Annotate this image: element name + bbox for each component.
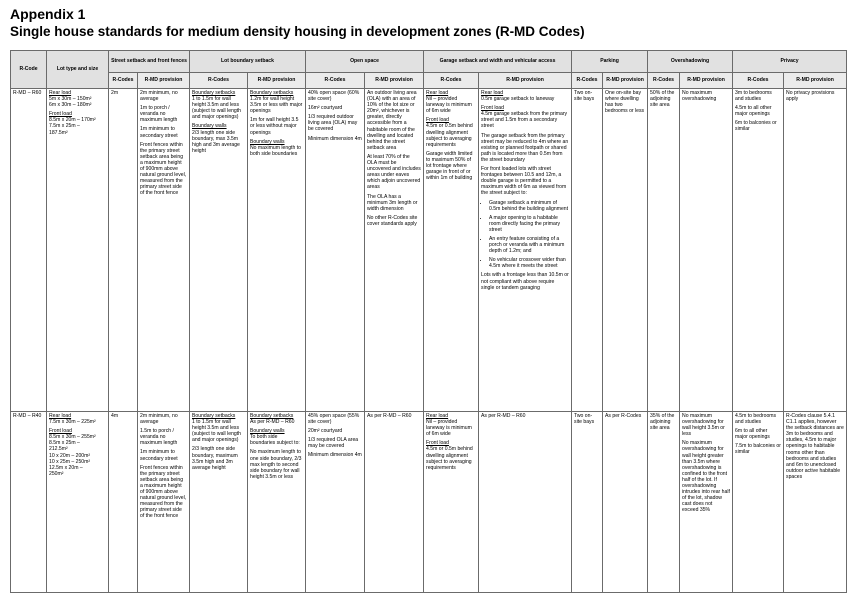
front-load-label: Front load xyxy=(481,105,504,112)
boundary-rcodes-cell xyxy=(190,89,248,412)
street-rcodes-cell: 4m xyxy=(109,412,138,593)
street-rmd-text: 1m minimum to secondary street xyxy=(140,449,178,462)
privacy-rmd-cell: R-Codes clause 5.4.1 C1.1 applies, however the setback distances are 3m to bedrooms and studies, 4.5m to major openings to habitable rooms other than bedrooms and studies and 6m to unenclosed outdoor active habitable spaces xyxy=(784,412,847,593)
col-header-street-setback: Street setback and front fences xyxy=(109,51,190,73)
subheader-rmd: R-MD provision xyxy=(138,73,190,89)
privacy-rmd-cell: No privacy provisions apply xyxy=(784,89,847,412)
overshadowing-text: No maximum overshadowing for wall height 3.5m or less xyxy=(682,413,725,438)
street-rmd-text: Front fences within the primary street setback area being a maximum height of 900mm above natural ground level, measured from the primary street side of the front fence xyxy=(140,464,187,520)
rear-load-sizes: 5m x 30m – 150m² 6m x 30m – 180m² xyxy=(49,96,92,109)
rear-load-label: Rear load xyxy=(49,90,72,96)
street-rmd-text: 1m to porch / veranda no maximum length xyxy=(140,105,178,124)
subheader-rcodes: R-Codes xyxy=(190,73,248,89)
overshadowing-rmd-cell xyxy=(680,89,733,412)
garage-text: 4.5m or 0.5m behind dwelling alignment subject to averaging requirements xyxy=(426,446,473,471)
rcode-cell: R-MD – R60 xyxy=(11,89,47,412)
garage-text: Nil – provided laneway is minimum of 6m wide xyxy=(426,419,472,438)
open-text: 45% open space (55% site cover) xyxy=(308,413,360,426)
garage-rmd-cell xyxy=(479,89,572,412)
open-rmd-cell: As per R-MD – R60 xyxy=(365,412,424,593)
subheader-rcodes: R-Codes xyxy=(424,73,479,89)
rcode-cell: R-MD – R40 xyxy=(11,412,47,593)
boundary-walls-label: Boundary walls xyxy=(250,138,285,145)
boundary-text: No maximum length to one side boundary, 2/3 max length to second side boundary for wall height 3.5m or less xyxy=(250,449,302,480)
open-text: Minimum dimension 4m xyxy=(308,135,362,142)
boundary-rcodes-cell xyxy=(190,412,248,593)
garage-conditions-list xyxy=(481,200,569,270)
rear-load-sizes: 7.5m x 30m – 225m² xyxy=(49,419,96,426)
open-text: 1/3 required OLA area may be covered xyxy=(308,437,359,450)
boundary-text: 1m for wall height 3.5 or less without major openings xyxy=(250,117,299,136)
open-text: An outdoor living area (OLA) with an area of 10% of the lot size or 20m², whichever is greater, directly accessible from a habitable room of the dwelling and located behind the street setback area xyxy=(367,90,417,151)
open-rcodes-cell xyxy=(306,412,365,593)
subheader-rmd: R-MD provision xyxy=(603,73,648,89)
privacy-text: 3m to bedrooms and studies xyxy=(735,90,772,103)
front-load-label: Front load xyxy=(49,428,72,435)
table-header-group-row xyxy=(11,51,847,73)
subheader-rcodes: R-Codes xyxy=(109,73,138,89)
boundary-text: To both side boundaries subject to: xyxy=(250,434,300,447)
privacy-rcodes-cell xyxy=(733,89,784,412)
table-row-r40 xyxy=(11,412,847,593)
parking-rmd-cell: As per R-Codes xyxy=(603,412,648,593)
garage-rmd-cell: As per R-MD – R60 xyxy=(479,412,572,593)
list-item: • No vehicular crossover wider than 4.5m where it meets the street xyxy=(489,257,569,269)
document-subtitle: Single house standards for medium density housing in development zones (R-MD Codes) xyxy=(10,24,585,39)
boundary-setbacks-label: Boundary setbacks xyxy=(192,90,236,96)
subheader-rmd: R-MD provision xyxy=(784,73,847,89)
appendix-title: Appendix 1 xyxy=(10,6,86,22)
subheader-rcodes: R-Codes xyxy=(648,73,680,89)
col-header-lot-type: Lot type and size xyxy=(47,51,109,89)
open-text: The OLA has a minimum 3m length or width dimension xyxy=(367,193,418,212)
boundary-text: 1.2m for wall height 3.5m or less with major openings xyxy=(250,96,303,115)
parking-rcodes-cell: Two on-site bays xyxy=(572,412,603,593)
open-text: Minimum dimension 4m xyxy=(308,452,362,459)
overshadowing-text: No maximum overshadowing xyxy=(682,90,717,103)
lot-type-cell xyxy=(47,412,109,593)
garage-rcodes-cell xyxy=(424,89,479,412)
rear-load-label: Rear load xyxy=(481,90,504,96)
boundary-text: 1 to 1.5m for wall height 3.5m and less (subject to wall length and major openings) xyxy=(192,96,241,121)
street-rmd-text: 2m minimum, no average xyxy=(140,413,178,426)
col-header-overshadowing: Overshadowing xyxy=(648,51,733,73)
boundary-setbacks-label: Boundary setbacks xyxy=(250,90,294,96)
subheader-rcodes: R-Codes xyxy=(733,73,784,89)
boundary-text: As per R-MD – R60 xyxy=(250,419,295,426)
street-rmd-text: Front fences within the primary street setback area being a maximum height of 900mm above natural ground level, measured from the primary street side of the front fence xyxy=(140,141,187,197)
list-item: • A major opening to a habitable room directly facing the primary street xyxy=(489,215,569,233)
garage-text: 4.5m garage setback from the primary street and 1.5m from a secondary street xyxy=(481,111,568,130)
privacy-text: 4.5m to all other major openings xyxy=(735,105,772,118)
open-text: 16m² courtyard xyxy=(308,105,343,112)
list-item: • Garage setback a minimum of 0.5m behind the building alignment xyxy=(489,200,569,212)
parking-rmd-cell: One on-site bay where dwelling has two bedrooms or less xyxy=(603,89,648,412)
open-text: 1/3 required outdoor living area (OLA) may be covered xyxy=(308,114,358,133)
boundary-walls-label: Boundary walls xyxy=(192,123,227,130)
front-load-label: Front load xyxy=(49,111,72,118)
overshadowing-rcodes-cell: 35% of the adjoining site area xyxy=(648,412,680,593)
garage-text: For front loaded lots with street frontages between 10.5 and 12m, a double garage is permitted to a maximum width of 6m as viewed from the street subject to: xyxy=(481,166,567,197)
privacy-text: 4.5m to bedrooms and studies xyxy=(735,413,777,426)
garage-text: 0.5m garage setback to laneway xyxy=(481,96,555,103)
subheader-rcodes: R-Codes xyxy=(572,73,603,89)
boundary-setbacks-label: Boundary setbacks xyxy=(250,413,294,419)
privacy-text: 6m to all other major openings xyxy=(735,428,770,441)
open-text: 20m² courtyard xyxy=(308,428,343,435)
front-load-label: Front load xyxy=(426,117,449,124)
list-item: • An entry feature consisting of a porch or veranda with a minimum depth of 1.2m; and xyxy=(489,236,569,254)
garage-text: Garage width limited to maximum 50% of lot frontage where garage in front of or within 1m of building xyxy=(426,150,473,182)
subheader-rmd: R-MD provision xyxy=(248,73,306,89)
street-rmd-cell xyxy=(138,89,190,412)
rear-load-label: Rear load xyxy=(426,90,449,96)
street-rcodes-cell: 2m xyxy=(109,89,138,412)
garage-text: Lots with a frontage less than 10.5m or not compliant with above require single or tandem garaging xyxy=(481,272,569,291)
col-header-garage: Garage setback and width and vehicular access xyxy=(424,51,572,73)
open-rcodes-cell xyxy=(306,89,365,412)
subheader-rcodes: R-Codes xyxy=(306,73,365,89)
boundary-rmd-cell xyxy=(248,412,306,593)
street-rmd-text: 1m minimum to secondary street xyxy=(140,126,178,139)
boundary-setbacks-label: Boundary setbacks xyxy=(192,413,236,419)
subheader-rmd: R-MD provision xyxy=(680,73,733,89)
subheader-rmd: R-MD provision xyxy=(365,73,424,89)
front-load-sizes: 8.5m x 20m – 170m² 7.5m x 25m – 187.5m² xyxy=(49,117,96,136)
boundary-text: 2/3 length one side boundary, max 3.5m high and 3m average height xyxy=(192,129,240,154)
front-load-label: Front load xyxy=(426,440,449,447)
col-header-lot-boundary: Lot boundary setback xyxy=(190,51,306,73)
lot-type-cell xyxy=(47,89,109,412)
col-header-parking: Parking xyxy=(572,51,648,73)
street-rmd-text: 2m minimum, no average xyxy=(140,90,178,103)
front-load-sizes: 8.5m x 30m – 255m² 8.5m x 25m – 212.5m² 10 x 20m – 200m² 10 x 25m – 250m² 12.5m x 20m – 250m² xyxy=(49,434,96,477)
privacy-rcodes-cell xyxy=(733,412,784,593)
overshadowing-text: No maximum overshadowing for wall height greater than 3.5m where overshadowing is confined to the front half of the lot. If overshadowing intrudes into rear half of the lot, shadow cast does not exceed 35% xyxy=(682,440,730,514)
subheader-rmd: R-MD provision xyxy=(479,73,572,89)
table-subheader-row xyxy=(11,73,847,89)
boundary-walls-label: Boundary walls xyxy=(250,428,285,435)
table-row-r60 xyxy=(11,89,847,412)
garage-rcodes-cell xyxy=(424,412,479,593)
rear-load-label: Rear load xyxy=(426,413,449,419)
rear-load-label: Rear load xyxy=(49,413,72,419)
boundary-text: 1 to 1.5m for wall height 3.5m and less (subject to wall length and major openings) xyxy=(192,419,241,444)
boundary-text: 2/3 length one side boundary, maximum 3.5m high and 3m average height xyxy=(192,446,238,471)
garage-text: 4.5m or 0.5m behind dwelling alignment subject to averaging requirements xyxy=(426,123,473,148)
col-header-privacy: Privacy xyxy=(733,51,847,73)
open-text: At least 70% of the OLA must be uncovered and includes areas under eaves which adjoin uncovered areas xyxy=(367,153,421,191)
street-rmd-cell xyxy=(138,412,190,593)
privacy-text: 7.5m to balconies or similar xyxy=(735,443,781,456)
boundary-rmd-cell xyxy=(248,89,306,412)
parking-rcodes-cell: Two on-site bays xyxy=(572,89,603,412)
overshadowing-rmd-cell xyxy=(680,412,733,593)
col-header-rcode: R-Code xyxy=(11,51,47,89)
boundary-text: No maximum length to both side boundaries xyxy=(250,144,301,157)
open-rmd-cell xyxy=(365,89,424,412)
street-rmd-text: 1.5m to porch / veranda no maximum length xyxy=(140,428,178,447)
overshadowing-rcodes-cell: 50% of the adjoining site area xyxy=(648,89,680,412)
standards-table xyxy=(10,50,847,593)
open-text: No other R-Codes site cover standards apply xyxy=(367,214,418,227)
col-header-open-space: Open space xyxy=(306,51,424,73)
garage-text: The garage setback from the primary street may be reduced to 4m where an existing or planned footpath or shared path is located more than 0.5m from the street boundary xyxy=(481,132,569,163)
garage-text: Nil – provided laneway is minimum of 6m wide xyxy=(426,96,472,115)
open-text: 40% open space (60% site cover) xyxy=(308,90,360,103)
privacy-text: 6m to balconies or similar xyxy=(735,120,777,133)
